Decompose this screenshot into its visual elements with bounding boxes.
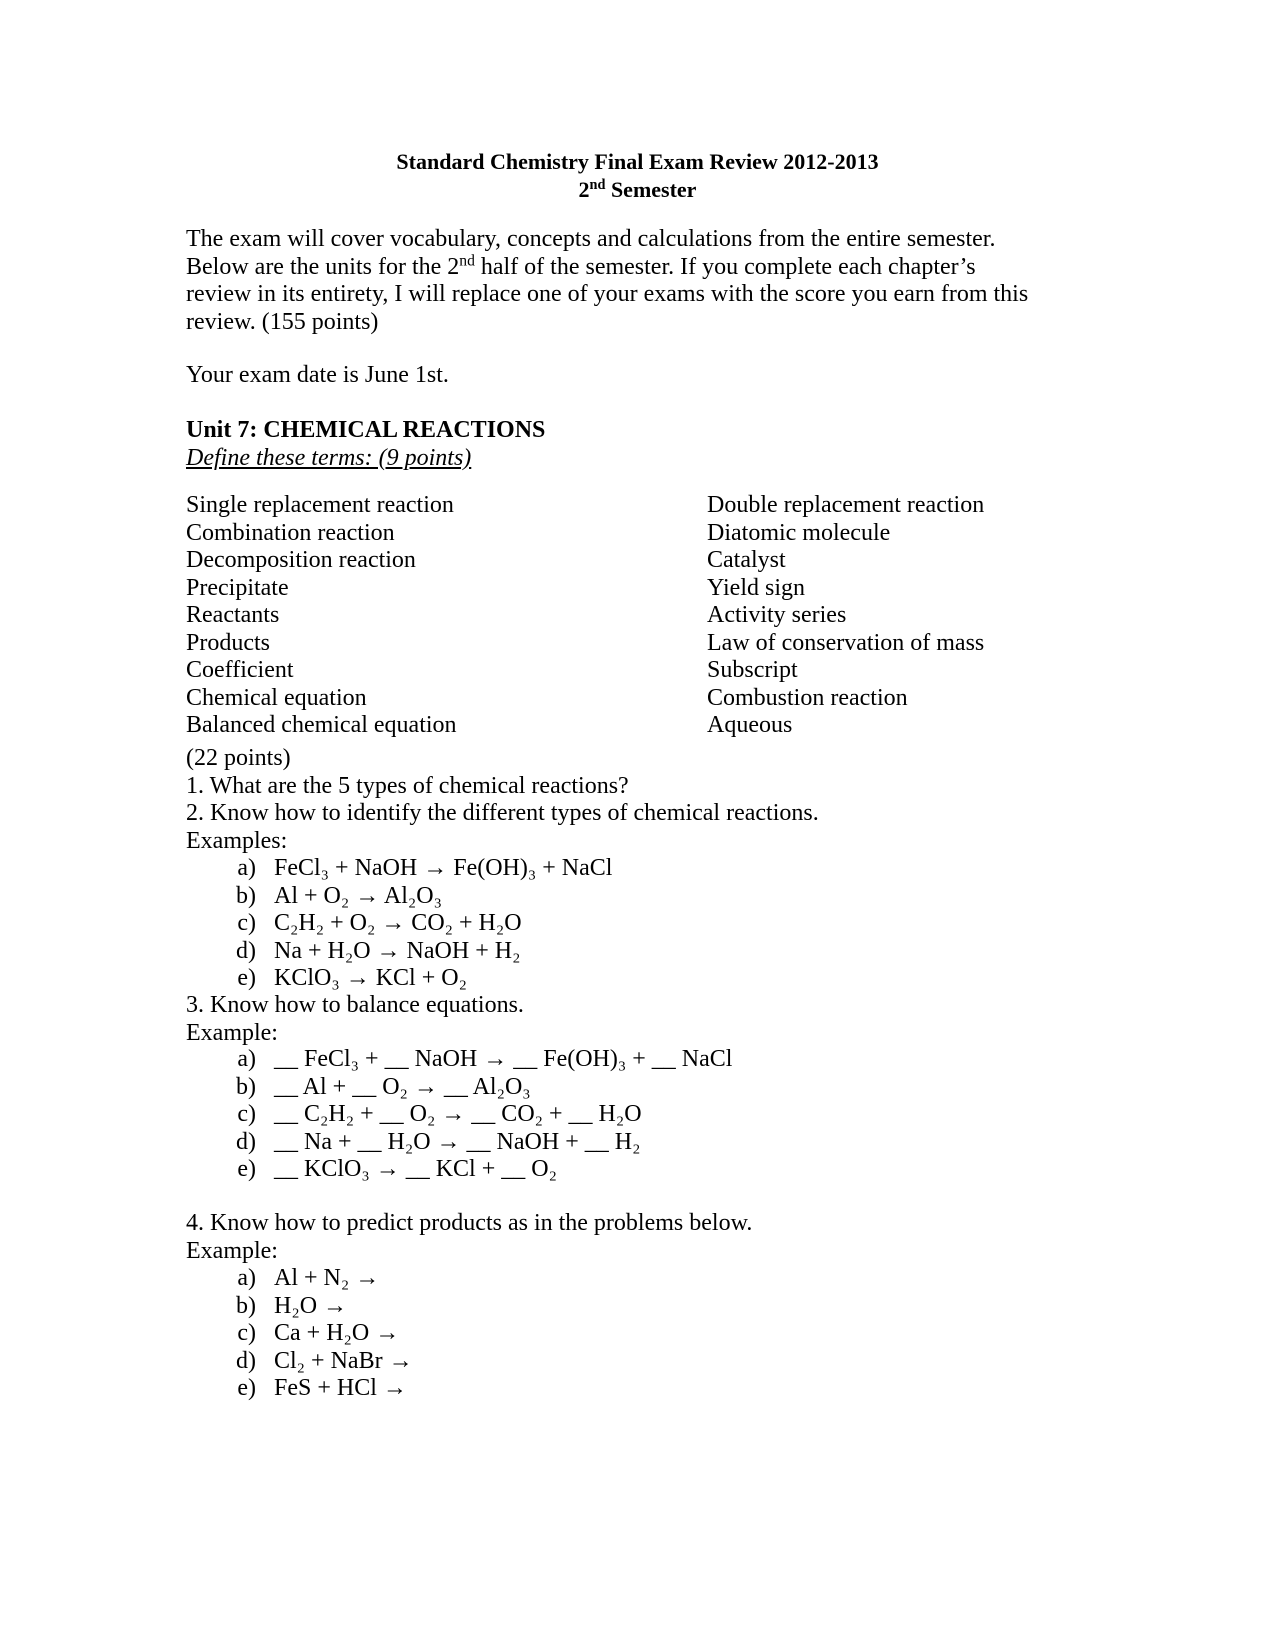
identify-examples [225, 855, 612, 993]
intro-line-2-sup: nd [459, 251, 475, 269]
equation-item [225, 1293, 413, 1321]
vocab-term: Catalyst [707, 547, 786, 573]
semester-number: 2 [578, 177, 590, 202]
equation-item [225, 1046, 732, 1074]
vocab-term: Decomposition reaction [186, 547, 416, 573]
vocab-term: Diatomic molecule [707, 519, 891, 546]
examples-label: Examples: [186, 827, 288, 854]
example-label-2: Example: [186, 1237, 278, 1264]
equation-label: e) [237, 1156, 256, 1182]
predict-examples [225, 1265, 413, 1403]
vocab-term: Balanced chemical equation [186, 712, 457, 738]
intro-line-1: The exam will cover vocabulary, concepts and calculations from the entire semester. [186, 226, 996, 252]
unit-heading: Unit 7: CHEMICAL REACTIONS [186, 417, 546, 443]
chemical-equation: Al + N₂ → [274, 1265, 380, 1291]
chemical-equation: Ca + H₂O → [274, 1320, 400, 1346]
define-terms-label: Define these terms: (9 points) [186, 444, 472, 471]
equation-label: e) [237, 1375, 256, 1401]
example-label: Example: [186, 1019, 278, 1046]
exam-date [186, 362, 1086, 390]
semester-subtitle [0, 176, 1275, 204]
vocab-term: Subscript [707, 657, 798, 683]
semester-word: Semester [610, 177, 697, 202]
intro-line-2-start: Below are the units for the 2 [186, 253, 460, 280]
question-4: 4. Know how to predict products as in the problems below. [186, 1210, 753, 1236]
question-4-block [186, 1210, 1086, 1265]
intro-line-2-end: half of the semester. If you complete each chapter’s [474, 253, 976, 280]
vocab-term: Products [186, 629, 270, 656]
questions-block [186, 745, 1086, 855]
equation-item [225, 1265, 413, 1293]
question-1: 1. What are the 5 types of chemical reactions? [186, 772, 629, 799]
equation-label: b) [236, 1073, 256, 1100]
chemical-equation: Na + H₂O → NaOH + H₂ [274, 937, 521, 964]
equation-label: d) [236, 937, 256, 964]
equation-item [225, 910, 612, 938]
vocab-term: Combustion reaction [707, 684, 908, 711]
chemical-equation: __ C₂H₂ + __ O₂ → __ CO₂ + __ H₂O [274, 1101, 642, 1127]
equation-label: a) [237, 855, 256, 881]
equation-item [225, 1348, 413, 1376]
equation-item [225, 1129, 732, 1157]
points-label: (22 points) [186, 745, 291, 771]
chemical-equation: __ Na + __ H₂O → __ NaOH + __ H₂ [274, 1128, 641, 1155]
document-title: Standard Chemistry Final Exam Review 2012-2013 [396, 149, 879, 174]
equation-label: c) [237, 1101, 256, 1127]
chemical-equation: __ FeCl₃ + __ NaOH → __ Fe(OH)₃ + __ NaCl [274, 1046, 733, 1072]
equation-label: b) [236, 882, 256, 909]
equation-label: c) [237, 1320, 256, 1346]
equation-item [225, 938, 612, 966]
vocab-term: Double replacement reaction [707, 492, 985, 518]
equation-item [225, 965, 612, 993]
chemical-equation: FeS + HCl → [274, 1375, 407, 1401]
intro-line-3: review in its entirety, I will replace one of your exams with the score you earn from this [186, 281, 1029, 307]
vocab-term: Yield sign [707, 574, 806, 601]
question-2: 2. Know how to identify the different types of chemical reactions. [186, 800, 819, 826]
equation-label: e) [237, 965, 256, 991]
intro-line-2 [186, 251, 1086, 282]
chemical-equation: Cl₂ + NaBr → [274, 1347, 413, 1374]
equation-item [225, 1156, 732, 1184]
vocab-term: Coefficient [186, 657, 294, 683]
chemical-equation: __ KClO₃ → __ KCl + __ O₂ [274, 1156, 557, 1182]
question-3-block [186, 992, 1086, 1047]
vocab-term: Activity series [707, 602, 847, 628]
equation-label: d) [236, 1347, 256, 1374]
equation-item [225, 1074, 732, 1102]
vocab-term: Single replacement reaction [186, 492, 454, 518]
vocab-term: Law of conservation of mass [707, 629, 985, 656]
equation-item [225, 1101, 732, 1129]
chemical-equation: H₂O → [274, 1292, 348, 1319]
unit7-header [186, 417, 1086, 472]
equation-item [225, 883, 612, 911]
terms-right-column [707, 492, 984, 740]
vocab-term: Aqueous [707, 712, 793, 738]
semester-superscript: nd [589, 177, 606, 194]
chemical-equation: C₂H₂ + O₂ → CO₂ + H₂O [274, 910, 522, 936]
chemical-equation: FeCl₃ + NaOH → Fe(OH)₃ + NaCl [274, 855, 613, 881]
intro-paragraph [186, 226, 1086, 336]
terms-left-column [186, 492, 457, 740]
equation-item [225, 1320, 413, 1348]
equation-label: d) [236, 1128, 256, 1155]
equation-item [225, 855, 612, 883]
intro-line-4: review. (155 points) [186, 308, 379, 335]
chemical-equation: KClO₃ → KCl + O₂ [274, 965, 467, 991]
chemical-equation: Al + O₂ → Al₂O₃ [274, 882, 442, 909]
equation-item [225, 1375, 413, 1403]
balance-examples [225, 1046, 732, 1184]
chemical-equation: __ Al + __ O₂ → __ Al₂O₃ [274, 1073, 531, 1100]
equation-label: a) [237, 1046, 256, 1072]
vocab-term: Combination reaction [186, 519, 395, 546]
equation-label: b) [236, 1292, 256, 1319]
exam-date-text: Your exam date is June 1st. [186, 362, 449, 388]
vocab-term: Reactants [186, 602, 280, 628]
equation-label: a) [237, 1265, 256, 1291]
question-3: 3. Know how to balance equations. [186, 992, 524, 1018]
vocab-term: Chemical equation [186, 684, 367, 711]
vocab-term: Precipitate [186, 574, 289, 601]
equation-label: c) [237, 910, 256, 936]
